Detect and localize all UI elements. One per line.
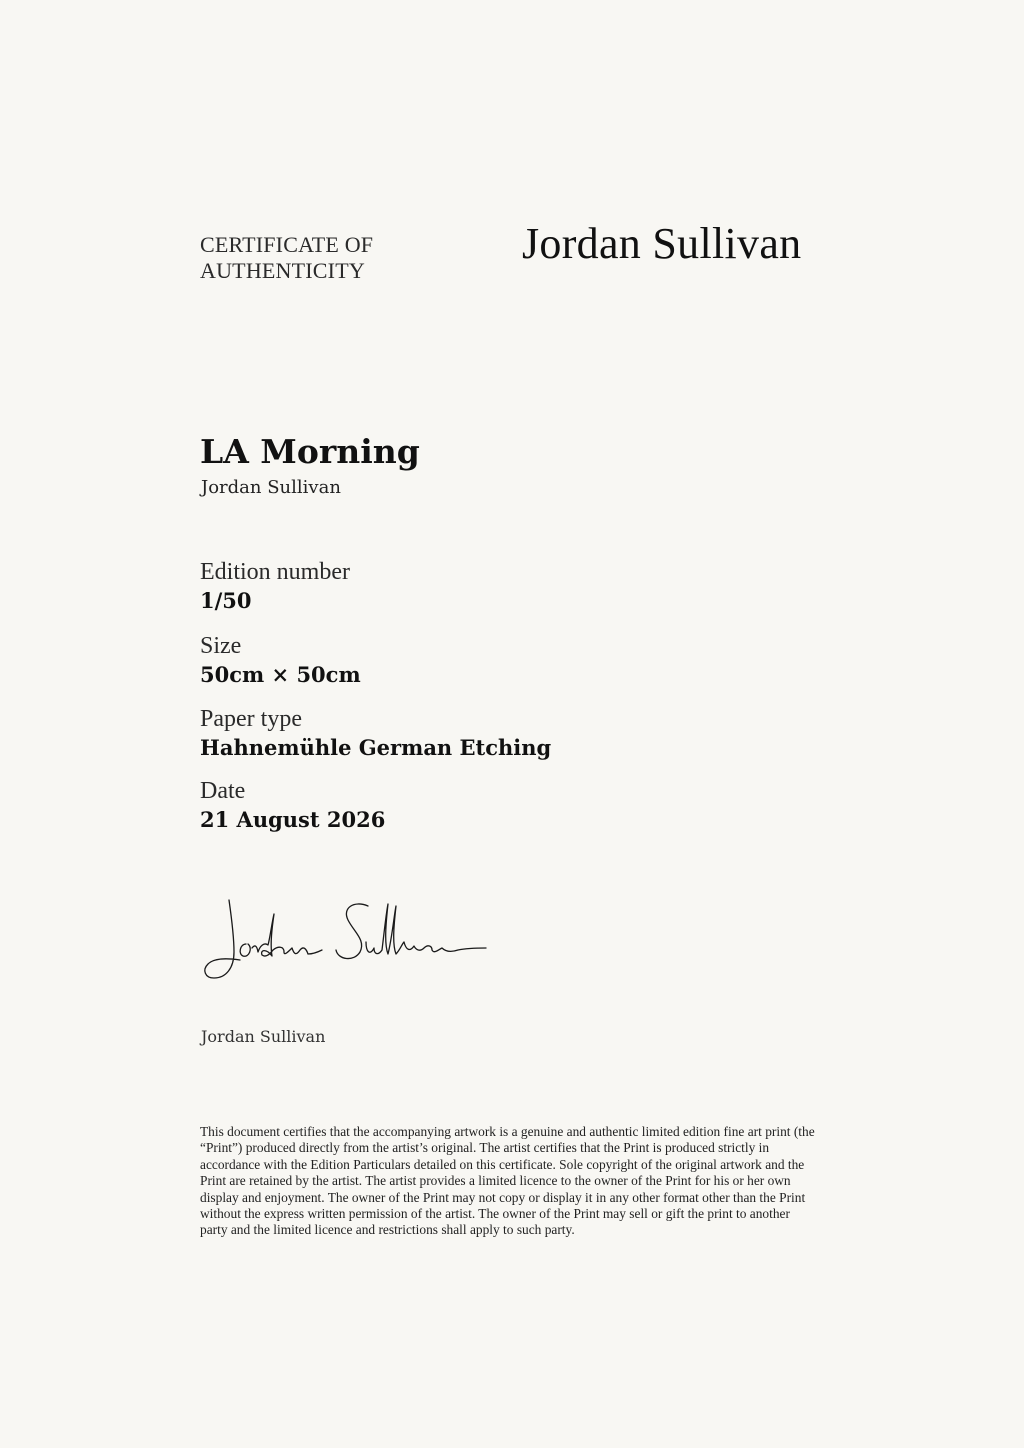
size-label: Size	[200, 633, 242, 659]
date-field	[200, 777, 385, 835]
handwritten-signature	[196, 892, 496, 988]
artwork-artist: Jordan Sullivan	[201, 477, 341, 498]
paper-label: Paper type	[200, 706, 302, 732]
edition-field	[200, 558, 350, 616]
header-artist-name: Jordan Sullivan	[522, 219, 802, 268]
certificate-heading-line1: CERTIFICATE OF	[200, 232, 374, 257]
certificate-heading	[200, 232, 440, 284]
edition-value: 1/50	[200, 588, 252, 613]
edition-label: Edition number	[200, 559, 350, 585]
date-label: Date	[200, 778, 246, 804]
legal-disclaimer: This document certifies that the accompanying artwork is a genuine and authentic limited edition fine art print (the “Print”) produced directly from the artist’s original. The artist certifies that the Print is produced strictly in accordance with the Edition Particulars detailed on this certificate. Sole copyright of the original artwork and the Print are retained by the artist. The artist provides a limited licence to the owner of the Print for his or her own display and enjoyment. The owner of the Print may not copy or display it in any other format other than the Print without the express written permission of the artist. The owner of the Print may sell or gift the print to another party and the limited licence and restrictions shall apply to such party.	[200, 1124, 815, 1238]
paper-field	[200, 705, 551, 763]
size-field	[200, 632, 361, 690]
signature-printed-name: Jordan Sullivan	[201, 1027, 326, 1046]
certificate-heading-line2: AUTHENTICITY	[200, 258, 365, 283]
paper-value: Hahnemühle German Etching	[200, 735, 552, 760]
artwork-title: LA Morning	[200, 432, 420, 471]
size-value: 50cm × 50cm	[200, 662, 361, 687]
date-value: 21 August 2026	[200, 807, 386, 832]
